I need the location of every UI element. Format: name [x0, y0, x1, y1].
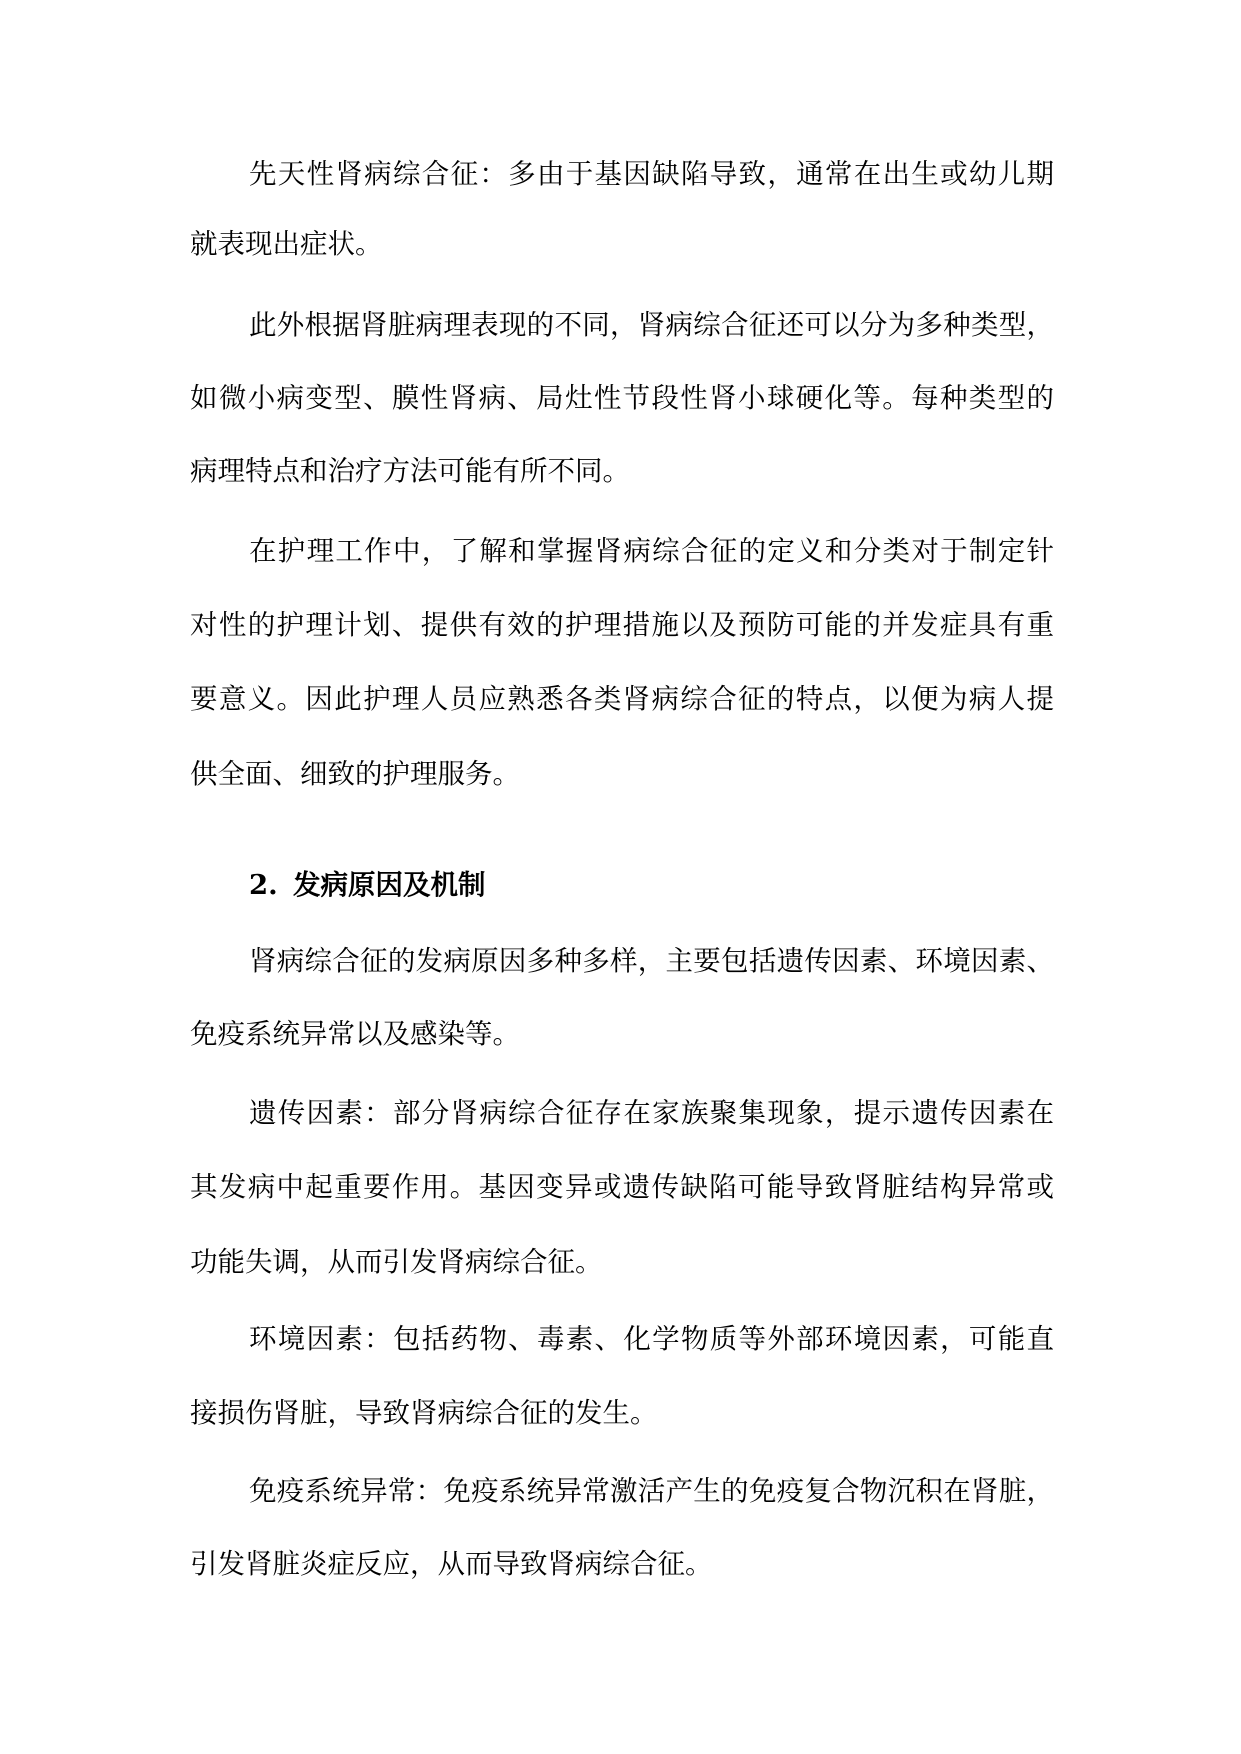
paragraph-line: 其发病中起重要作用。基因变异或遗传缺陷可能导致肾脏结构异常或 — [190, 1171, 1054, 1203]
paragraph-line: 免疫系统异常以及感染等。 — [190, 1018, 520, 1050]
paragraph-line: 供全面、细致的护理服务。 — [190, 758, 520, 790]
paragraph-line: 对性的护理计划、提供有效的护理措施以及预防可能的并发症具有重 — [190, 609, 1054, 641]
paragraph-line: 要意义。因此护理人员应熟悉各类肾病综合征的特点，以便为病人提 — [190, 683, 1054, 715]
paragraph-line: 引发肾脏炎症反应，从而导致肾病综合征。 — [190, 1548, 713, 1580]
paragraph-line: 功能失调，从而引发肾病综合征。 — [190, 1246, 603, 1278]
paragraph-line: 在护理工作中，了解和掌握肾病综合征的定义和分类对于制定针 — [249, 535, 1054, 567]
paragraph-line: 此外根据肾脏病理表现的不同，肾病综合征还可以分为多种类型， — [249, 309, 1054, 341]
paragraph-line: 先天性肾病综合征：多由于基因缺陷导致，通常在出生或幼儿期 — [249, 158, 1054, 190]
section-heading — [249, 865, 486, 905]
paragraph-line: 就表现出症状。 — [190, 228, 383, 260]
paragraph-line: 接损伤肾脏，导致肾病综合征的发生。 — [190, 1397, 658, 1429]
paragraph-line: 免疫系统异常：免疫系统异常激活产生的免疫复合物沉积在肾脏， — [249, 1475, 1054, 1507]
paragraph-line: 环境因素：包括药物、毒素、化学物质等外部环境因素，可能直 — [249, 1323, 1054, 1355]
section-number: 2. — [249, 869, 278, 901]
paragraph-line: 如微小病变型、膜性肾病、局灶性节段性肾小球硬化等。每种类型的 — [190, 382, 1054, 414]
paragraph-line: 病理特点和治疗方法可能有所不同。 — [190, 455, 630, 487]
paragraph-line: 肾病综合征的发病原因多种多样，主要包括遗传因素、环境因素、 — [249, 945, 1054, 977]
section-title: 发病原因及机制 — [293, 869, 486, 901]
paragraph-line: 遗传因素：部分肾病综合征存在家族聚集现象，提示遗传因素在 — [249, 1097, 1054, 1129]
